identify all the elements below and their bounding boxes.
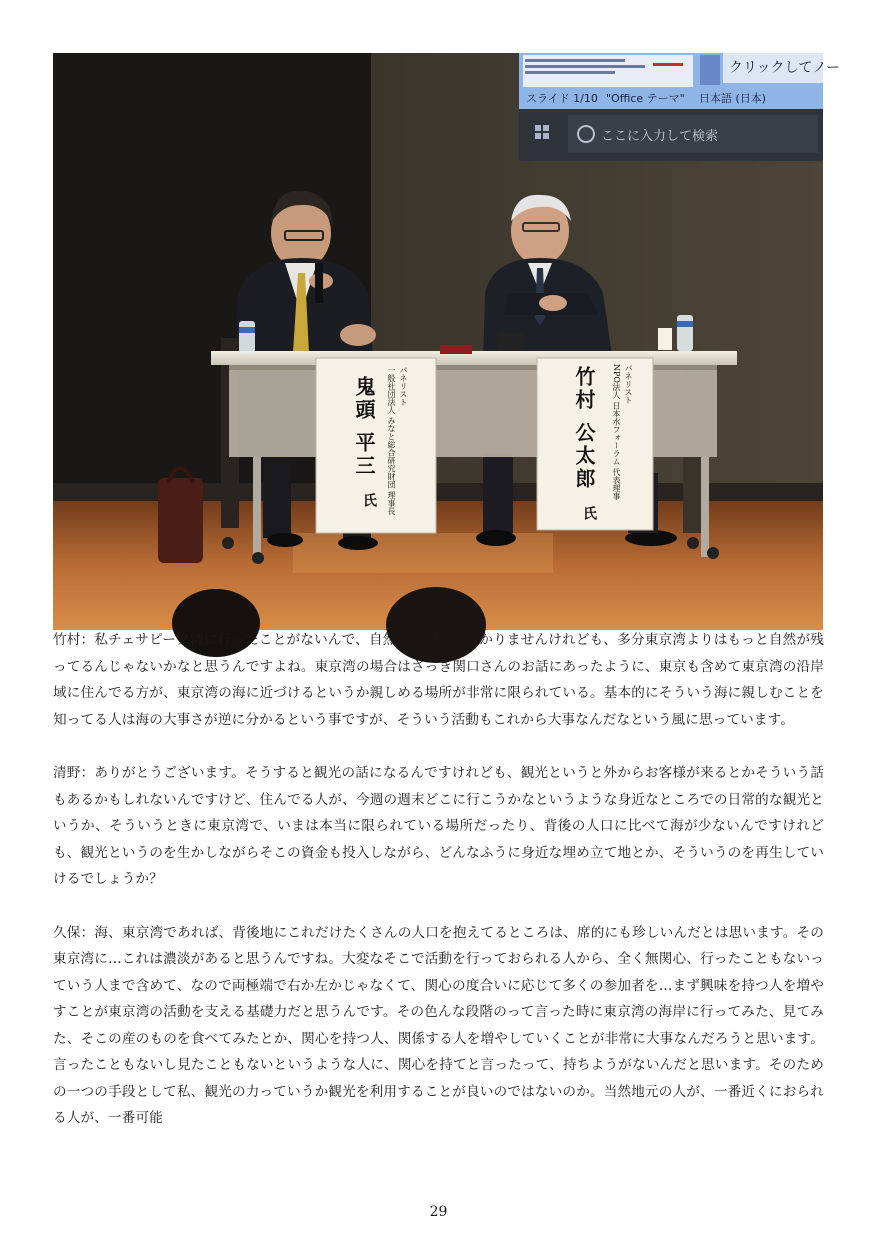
screen-button-label: クリックしてノー [729,60,841,76]
panel-discussion-photo [53,53,841,630]
sign-right-honorific: 氏 [581,506,597,520]
screen-status-theme: "Office テーマ" [606,92,685,105]
sign-left-role: パネリスト [399,366,408,406]
screen-search-placeholder: ここに入力して検索 [601,129,719,144]
name-sign-left [316,358,436,533]
sign-left-name: 鬼頭 平三 [352,376,376,478]
name-sign-right [537,358,653,530]
sign-left-honorific: 氏 [361,493,377,507]
sign-right-role: パネリスト [624,364,633,404]
transcript-body [53,627,824,1159]
sign-right-organization: NPO法人 日本水フォーラム 代表理事 [612,364,621,501]
screen-status-language: 日本語 (日本) [699,92,767,105]
paragraph-takemura: 竹村：私チェサピーク湾に行ったことがないんで、自然の状況よくわかりませんけれども、多分東京湾よりはもっと自然が残ってるんじゃないかなと思うんですよね。東京湾の場合はさっき関口さんのお話にあったように、東京も含めて東京湾の沿岸域に住んでる方が、東京湾の海に近づけるというか親しめる場所が非常に限られている。基本的にそういう海に親しむことを知ってる人は海の大事さが逆に分かるという事ですが、そういう活動もこれから大事なんだなという風に思っています。 [53,632,824,728]
paragraph-kubo: 久保：海、東京湾であれば、背後地にこれだけたくさんの人口を抱えてるところは、席的にも珍しいんだとは思います。その東京湾に…これは濃淡があると思うんですね。大変なそこで活動を行っておられる人から、全く無関心、行ったこともないっていう人まで含めて、なので両極端で右か左かじゃなくて、関心の度合いに応じて多くの参加者を…まず興味を持つ人を増やすことが東京湾の活動を支える基礎力だと思うんです。その色んな段階のって言った時に東京湾の海岸に行ってみた、見てみた、そこの産のものを食べてみたとか、関心を持つ人、関係する人を増やしていくことが非常に大事なんだろうと思います。言ったこともないし見たこともないというような人に、関心を持てと言ったって、持ちようがないんだと思います。そのための一つの手段として私、観光の力っていうか観光を利用することが良いのではないのか。当然地元の人が、一番近くにおられる人が、一番可能 [53,924,824,1126]
screen-status-slide: スライド 1/10 [526,92,598,105]
sign-left-organization: 一般社団法人 みなと総合研究財団 理事長 [387,366,396,516]
paragraph-kiyono: 清野：ありがとうございます。そうすると観光の話になるんですけれども、観光というと外からお客様が来るとかそういう話もあるかもしれないんですけど、住んでる人が、今週の週末どこに行こうかなというような身近なところでの日常的な観光というか、そういうときに東京湾で、いまは本当に限られている場所だったり、背後の人口に比べて海が少ないんですけれども、観光というのを生かしながらそこの資金も投入しながら、どんなふうに身近な埋め立て地とか、そういうのを再生していけるでしょうか？ [53,765,824,887]
sign-right-name: 竹村 公太郎 [572,366,596,491]
page-number: 29 [429,1204,448,1220]
